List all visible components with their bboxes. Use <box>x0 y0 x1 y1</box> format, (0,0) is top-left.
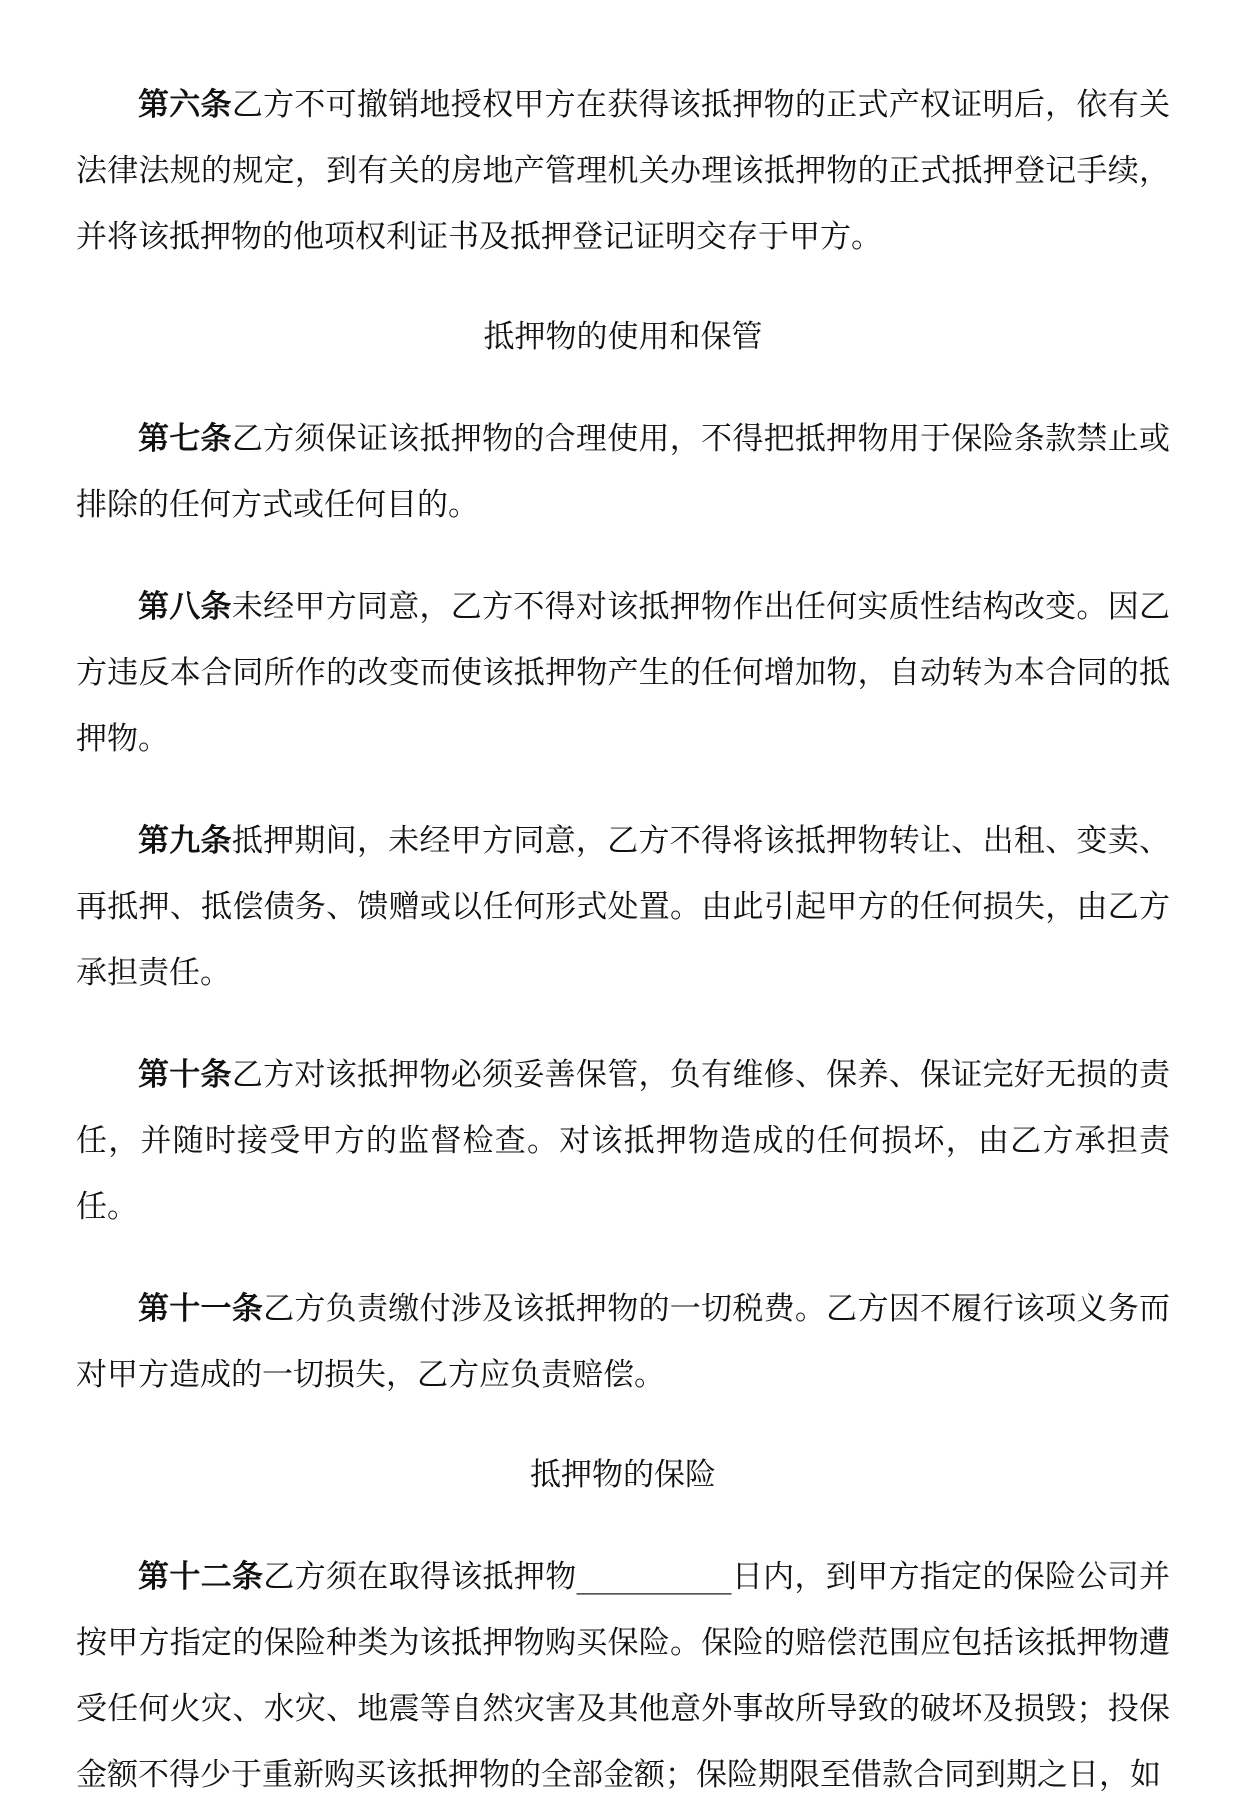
article-text: 未经甲方同意，乙方不得对该抵押物作出任何实质性结构改变。因乙方违反本合同所作的改变而使该抵押物产生的任何增加物，自动转为本合同的抵押物。 <box>76 589 1170 757</box>
article-text: 乙方对该抵押物必须妥善保管，负有维修、保养、保证完好无损的责任，并随时接受甲方的监督检查。对该抵押物造成的任何损坏，由乙方承担责任。 <box>76 1057 1170 1225</box>
section-heading-insurance: 抵押物的保险 <box>530 1457 716 1493</box>
article-text: 乙方须保证该抵押物的合理使用，不得把抵押物用于保险条款禁止或排除的任何方式或任何目的。 <box>76 421 1170 523</box>
article-text: 乙方须在取得该抵押物__________日内，到甲方指定的保险公司并按甲方指定的保险种类为该抵押物购买保险。保险的赔偿范围应包括该抵押物遭受任何火灾、水灾、地震等自然灾害及其他意外事故所导致的破坏及损毁；投保金额不得少于重新购买该抵押物的全部金额；保险期限至借款合同到期之日，如 <box>76 1559 1171 1793</box>
article-label: 第十一条 <box>138 1291 264 1327</box>
article-label: 第七条 <box>138 421 232 457</box>
article-9 <box>76 808 1170 1006</box>
article-label: 第八条 <box>138 589 232 625</box>
article-text: 乙方负责缴付涉及该抵押物的一切税费。乙方因不履行该项义务而对甲方造成的一切损失，乙方应负责赔偿。 <box>76 1291 1170 1393</box>
article-label: 第十条 <box>138 1057 232 1093</box>
article-label: 第十二条 <box>138 1559 264 1595</box>
article-text: 乙方不可撤销地授权甲方在获得该抵押物的正式产权证明后，依有关法律法规的规定，到有关的房地产管理机关办理该抵押物的正式抵押登记手续，并将该抵押物的他项权利证书及抵押登记证明交存于甲方。 <box>76 87 1170 255</box>
article-7 <box>76 406 1170 538</box>
article-8 <box>76 574 1170 772</box>
document-page <box>76 72 1170 1808</box>
article-label: 第九条 <box>138 823 232 859</box>
article-label: 第六条 <box>138 87 232 123</box>
section-heading-use-custody: 抵押物的使用和保管 <box>483 319 763 355</box>
article-6 <box>76 72 1170 270</box>
article-text: 抵押期间，未经甲方同意，乙方不得将该抵押物转让、出租、变卖、再抵押、抵偿债务、馈赠或以任何形式处置。由此引起甲方的任何损失，由乙方承担责任。 <box>76 823 1170 991</box>
article-12 <box>76 1544 1170 1808</box>
article-10 <box>76 1042 1170 1240</box>
article-11 <box>76 1276 1170 1408</box>
